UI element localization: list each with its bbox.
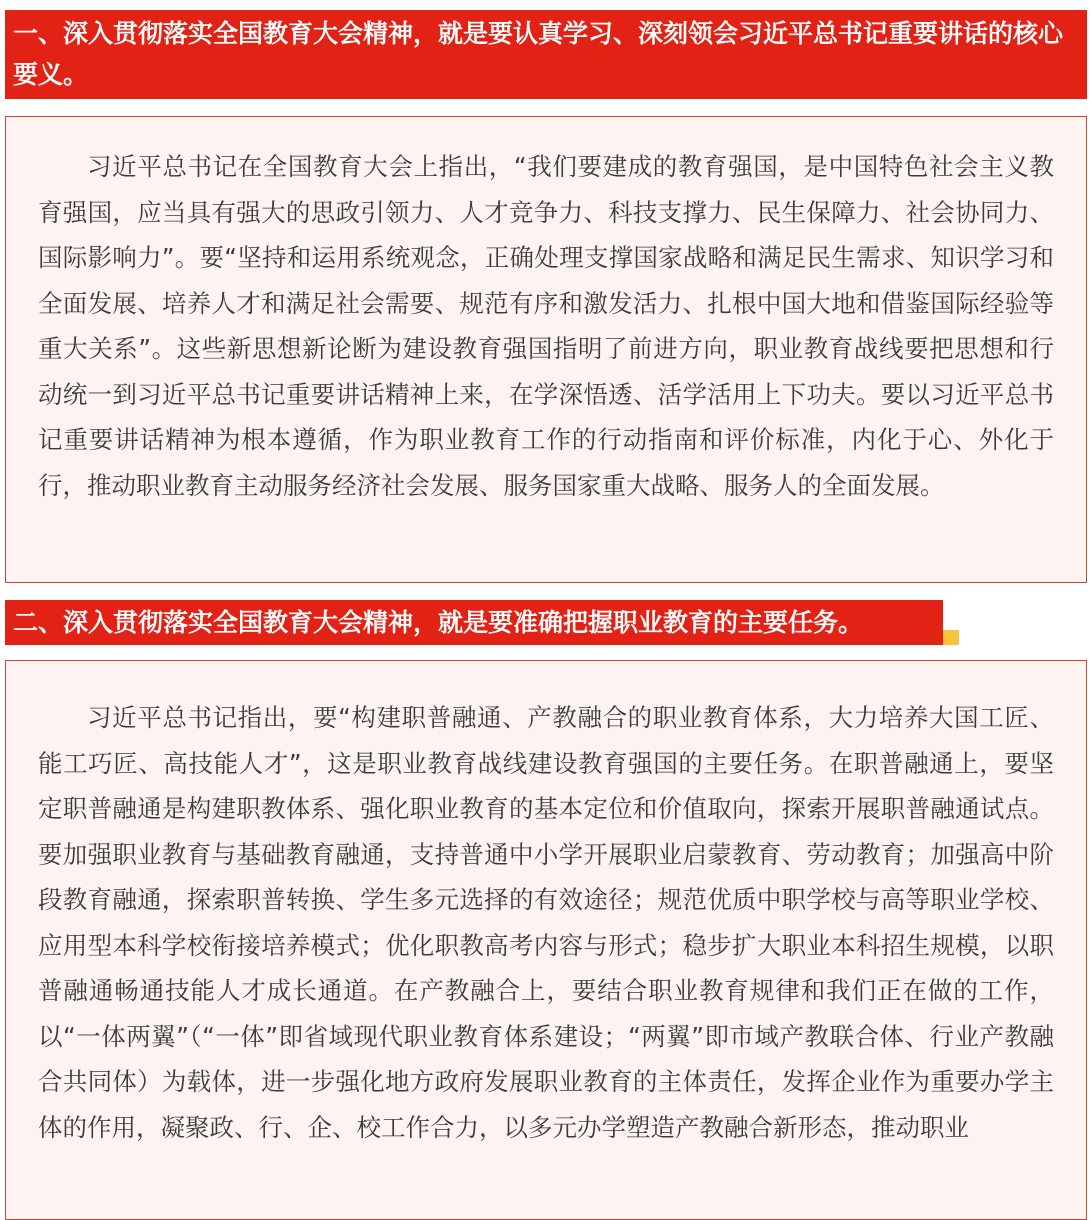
section-1-panel: [5, 116, 1087, 583]
heading-accent-bar: [943, 630, 959, 645]
section-1-heading: 一、深入贯彻落实全国教育大会精神，就是要认真学习、深刻领会习近平总书记重要讲话的核心要义。: [5, 10, 1087, 99]
section-2-heading: 二、深入贯彻落实全国教育大会精神，就是要准确把握职业教育的主要任务。: [5, 600, 943, 645]
section-2-panel: [5, 660, 1087, 1220]
section-1-paragraph: 习近平总书记在全国教育大会上指出，“我们要建成的教育强国，是中国特色社会主义教育强国，应当具有强大的思政引领力、人才竞争力、科技支撑力、民生保障力、社会协同力、国际影响力”。要“坚持和运用系统观念，正确处理支撑国家战略和满足民生需求、知识学习和全面发展、培养人才和满足社会需要、规范有序和激发活力、扎根中国大地和借鉴国际经验等重大关系”。这些新思想新论断为建设教育强国指明了前进方向，职业教育战线要把思想和行动统一到习近平总书记重要讲话精神上来，在学深悟透、活学活用上下功夫。要以习近平总书记重要讲话精神为根本遵循，作为职业教育工作的行动指南和评价标准，内化于心、外化于行，推动职业教育主动服务经济社会发展、服务国家重大战略、服务人的全面发展。: [38, 152, 1054, 500]
section-2-paragraph: 习近平总书记指出，要“构建职普融通、产教融合的职业教育体系，大力培养大国工匠、能工巧匠、高技能人才”，这是职业教育战线建设教育强国的主要任务。在职普融通上，要坚定职普融通是构建职教体系、强化职业教育的基本定位和价值取向，探索开展职普融通试点。要加强职业教育与基础教育融通，支持普通中小学开展职业启蒙教育、劳动教育；加强高中阶段教育融通，探索职普转换、学生多元选择的有效途径；规范优质中职学校与高等职业学校、应用型本科学校衔接培养模式；优化职教高考内容与形式；稳步扩大职业本科招生规模，以职普融通畅通技能人才成长通道。在产教融合上，要结合职业教育规律和我们正在做的工作，以“一体两翼”（“一体”即省域现代职业教育体系建设；“两翼”即市域产教联合体、行业产教融合共同体）为载体，进一步强化地方政府发展职业教育的主体责任，发挥企业作为重要办学主体的作用，凝聚政、行、企、校工作合力，以多元办学塑造产教融合新形态，推动职业: [38, 703, 1054, 1142]
